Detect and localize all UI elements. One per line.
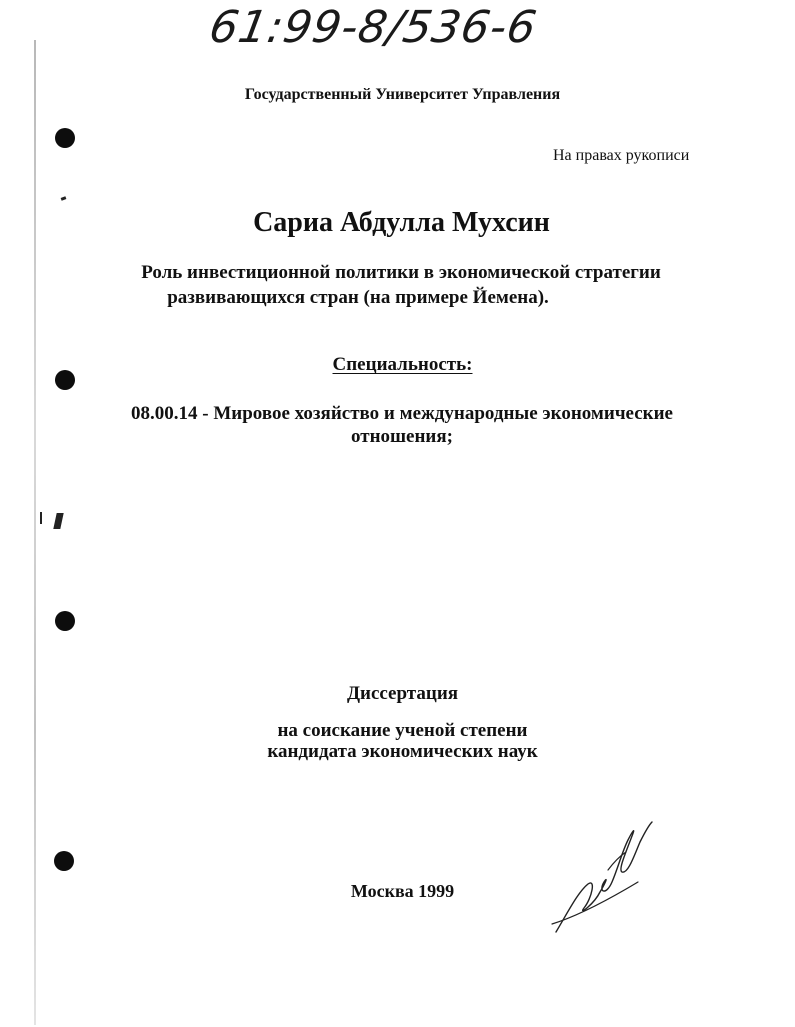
punch-hole bbox=[55, 128, 75, 148]
punch-hole bbox=[54, 851, 74, 871]
archive-code: 61:99-8/536-6 bbox=[205, 2, 541, 53]
thesis-title-line-1: Роль инвестиционной политики в экономической стратегии bbox=[141, 262, 661, 283]
manuscript-note: На правах рукописи bbox=[553, 147, 690, 164]
scan-speck bbox=[53, 513, 63, 529]
degree-line-2: кандидата экономических наук bbox=[267, 741, 538, 762]
thesis-title-line-2: развивающихся стран (на примере Йемена). bbox=[167, 287, 549, 308]
scan-left-edge bbox=[34, 40, 36, 1025]
author-name: Сариа Абдулла Мухсин bbox=[253, 207, 550, 238]
scan-speck bbox=[40, 512, 42, 524]
specialty-label: Специальность: bbox=[332, 354, 473, 375]
place-year: Москва 1999 bbox=[350, 881, 455, 901]
handwritten-signature bbox=[548, 812, 658, 942]
specialty-line-2: отношения; bbox=[350, 426, 453, 447]
degree-line-1: на соискание ученой степени bbox=[277, 720, 528, 741]
university-name: Государственный Университет Управления bbox=[244, 86, 561, 103]
scan-speck bbox=[61, 196, 67, 201]
work-type: Диссертация bbox=[346, 683, 459, 704]
specialty-line-1: 08.00.14 - Мировое хозяйство и международные экономические bbox=[131, 403, 673, 424]
punch-hole bbox=[55, 611, 75, 631]
